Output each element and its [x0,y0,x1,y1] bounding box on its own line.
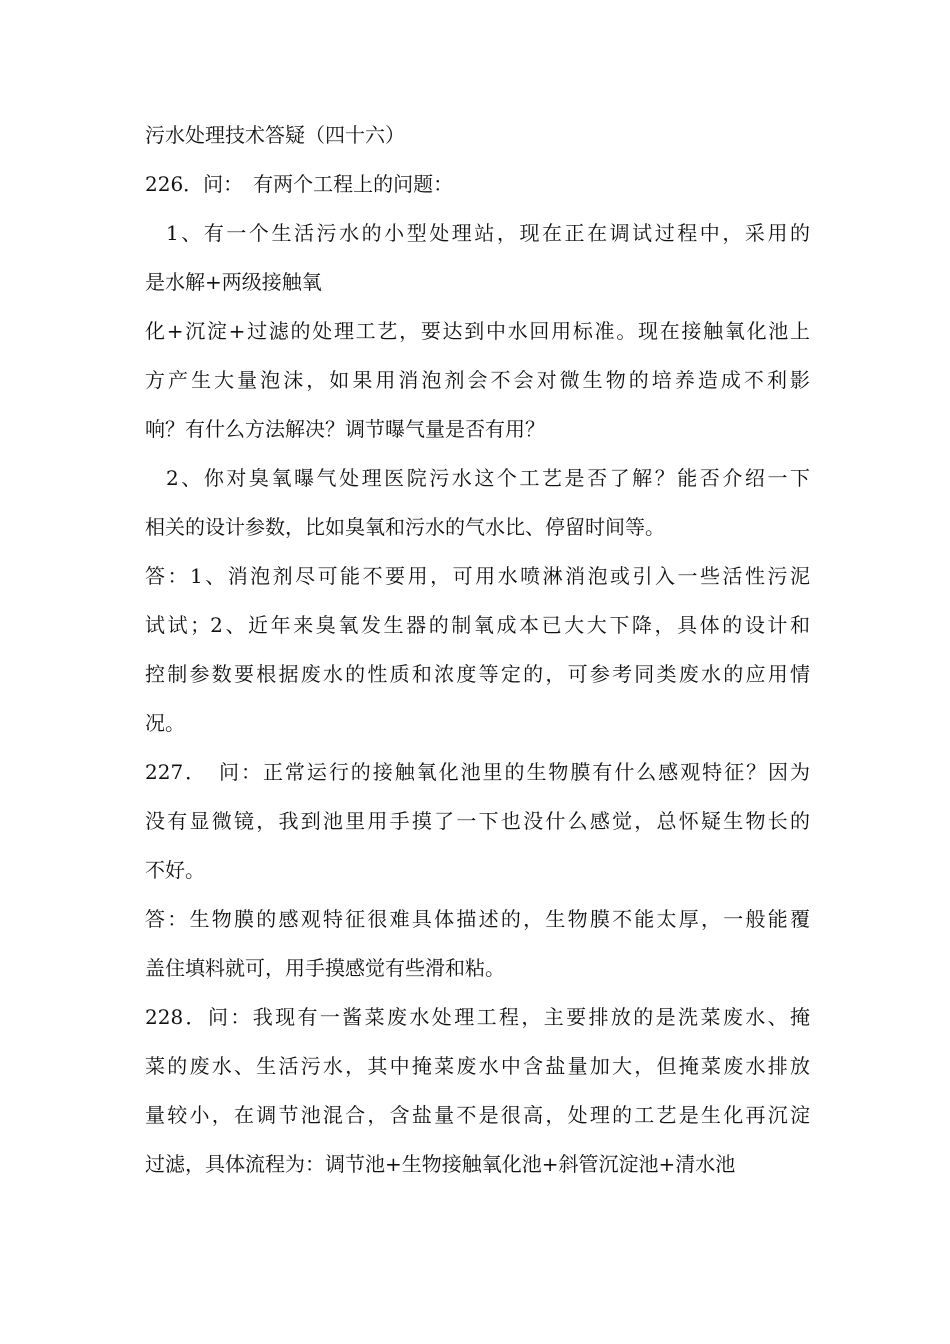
answer-226-line: 况。 [145,711,185,735]
question-226-item-1-line: 化+沉淀+过滤的处理工艺，要达到中水回用标准。现在接触氧化池上 [145,319,810,343]
question-226-item-1-line: 响？有什么方法解决？调节曝气量是否有用？ [145,417,545,441]
question-227-line: 不好。 [145,858,205,882]
question-227-line: 没有显微镜，我到池里用手摸了一下也没什么感觉，总怀疑生物长的 [145,809,810,833]
question-227-line: 227． 问：正常运行的接触氧化池里的生物膜有什么感观特征？因为 [145,760,810,784]
answer-227-line: 盖住填料就可，用手摸感觉有些滑和粘。 [145,956,505,980]
question-226-item-1-line: 方产生大量泡沫，如果用消泡剂会不会对微生物的培养造成不利影 [145,368,810,392]
document-page [145,111,810,1189]
question-226-item-2-line: 2、你对臭氧曝气处理医院污水这个工艺是否了解？能否介绍一下 [166,466,810,490]
question-226-item-2-line: 相关的设计参数，比如臭氧和污水的气水比、停留时间等。 [145,515,665,539]
question-226-item-1-line: 是水解+两级接触氧 [145,270,322,294]
answer-226-line: 试试；2、近年来臭氧发生器的制氧成本已大大下降，具体的设计和 [145,613,810,637]
question-226-heading: 226．问： 有两个工程上的问题： [145,172,454,196]
answer-226-line: 控制参数要根据废水的性质和浓度等定的，可参考同类废水的应用情 [145,662,810,686]
document-title: 污水处理技术答疑（四十六） [145,123,405,147]
question-228-line: 量较小，在调节池混合，含盐量不是很高，处理的工艺是生化再沉淀 [145,1103,810,1127]
question-228-line: 过滤，具体流程为：调节池+生物接触氧化池+斜管沉淀池+清水池 [145,1152,736,1176]
answer-226-line: 答：1、消泡剂尽可能不要用，可用水喷淋消泡或引入一些活性污泥 [145,564,810,588]
question-226-item-1-line: 1、有一个生活污水的小型处理站，现在正在调试过程中，采用的 [166,221,810,245]
question-228-line: 菜的废水、生活污水，其中掩菜废水中含盐量加大，但掩菜废水排放 [145,1054,810,1078]
question-228-line: 228．问：我现有一酱菜废水处理工程，主要排放的是洗菜废水、掩 [145,1005,810,1029]
answer-227-line: 答：生物膜的感观特征很难具体描述的，生物膜不能太厚，一般能覆 [145,907,810,931]
